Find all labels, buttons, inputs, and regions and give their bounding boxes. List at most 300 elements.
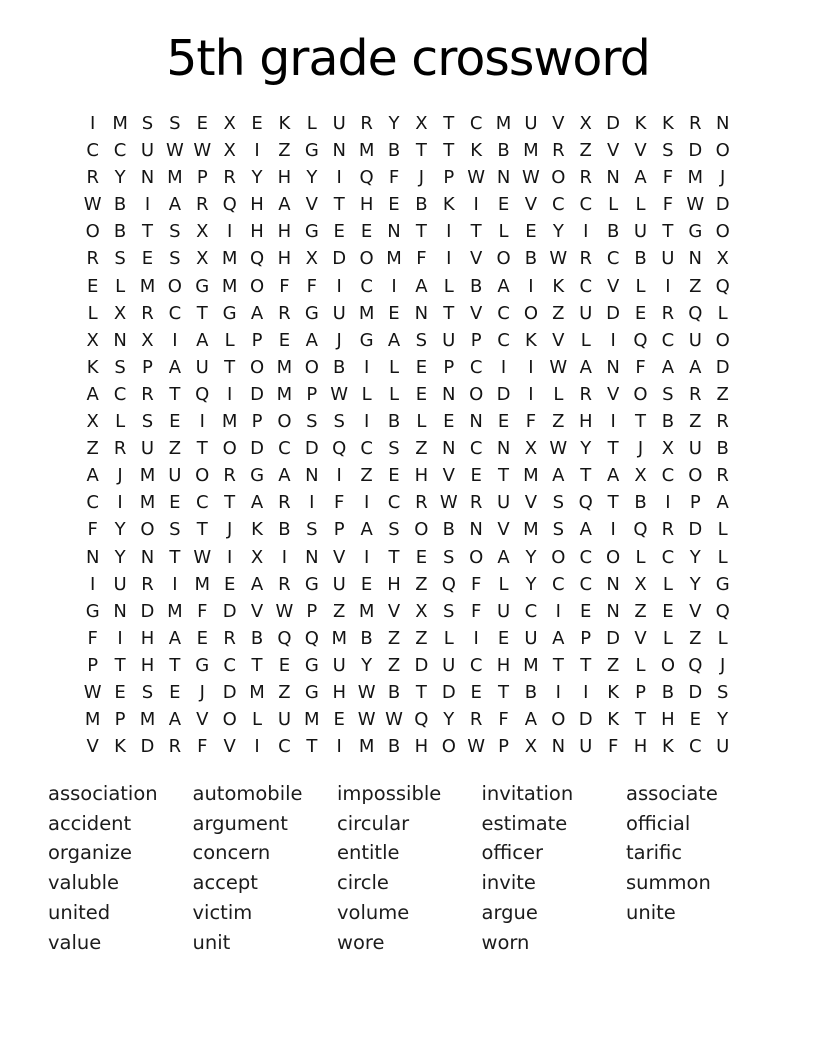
grid-letter: I	[363, 356, 370, 378]
grid-letter: U	[140, 438, 155, 460]
grid-letter: Z	[552, 411, 565, 433]
grid-letter: L	[553, 383, 564, 405]
grid-letter: X	[250, 546, 264, 568]
grid-letter: G	[304, 681, 319, 703]
grid-letter: U	[332, 573, 346, 595]
grid-letter: V	[250, 600, 264, 622]
grid-letter: K	[251, 519, 263, 541]
grid-row	[79, 733, 736, 760]
grid-letter: P	[142, 356, 153, 378]
grid-letter: U	[277, 709, 292, 731]
grid-letter: R	[552, 140, 565, 162]
grid-letter: O	[414, 519, 429, 541]
grid-letter: C	[606, 248, 620, 270]
grid-letter: I	[528, 383, 534, 405]
grid-letter: D	[496, 383, 511, 405]
grid-letter: Q	[441, 573, 456, 595]
word-bank	[48, 779, 771, 957]
grid-letter: R	[141, 383, 154, 405]
grid-letter: S	[388, 519, 400, 541]
grid-letter: E	[278, 329, 291, 351]
grid-letter: M	[194, 573, 211, 595]
grid-letter: W	[275, 600, 294, 622]
grid-letter: S	[169, 519, 181, 541]
grid-letter: C	[387, 492, 401, 514]
grid-letter: U	[168, 465, 182, 487]
grid-letter: G	[715, 573, 730, 595]
grid-letter: R	[661, 302, 675, 324]
grid-letter: Z	[415, 627, 428, 649]
grid-letter: Z	[716, 383, 729, 405]
grid-letter: W	[193, 140, 212, 162]
grid-letter: B	[497, 140, 510, 162]
grid-letter: J	[199, 681, 205, 703]
grid-letter: S	[169, 221, 181, 243]
grid-letter: A	[278, 194, 291, 216]
grid-letter: Q	[277, 627, 292, 649]
grid-letter: X	[579, 113, 592, 134]
grid-letter: I	[528, 275, 534, 297]
grid-letter: A	[716, 492, 729, 514]
grid-letter: R	[689, 113, 702, 134]
grid-letter: M	[221, 275, 238, 297]
grid-row	[79, 354, 736, 381]
grid-letter: X	[141, 329, 154, 351]
grid-letter: L	[306, 113, 317, 134]
grid-letter: Q	[195, 383, 210, 405]
grid-letter: H	[250, 221, 264, 243]
word-bank-item: accept	[192, 871, 258, 895]
grid-letter: A	[415, 275, 428, 297]
grid-letter: A	[579, 356, 592, 378]
grid-letter: F	[388, 167, 400, 189]
grid-letter: D	[332, 248, 347, 270]
grid-letter: A	[497, 546, 510, 568]
grid-letter: S	[114, 356, 126, 378]
grid-letter: X	[196, 221, 209, 243]
grid-letter: U	[113, 573, 127, 595]
grid-letter: T	[333, 194, 345, 216]
grid-letter: L	[115, 275, 126, 297]
grid-letter: E	[251, 113, 263, 134]
grid-row	[79, 462, 736, 489]
grid-letter: T	[607, 438, 619, 460]
grid-letter: R	[223, 465, 236, 487]
grid-letter: F	[662, 167, 674, 189]
grid-letter: E	[689, 709, 701, 731]
grid-letter: R	[360, 113, 373, 134]
grid-letter: J	[637, 438, 644, 460]
grid-letter: D	[688, 519, 703, 541]
grid-row	[79, 218, 736, 245]
grid-letter: V	[333, 546, 346, 568]
grid-letter: B	[634, 248, 647, 270]
grid-letter: T	[251, 654, 263, 676]
grid-letter: S	[415, 329, 428, 351]
grid-letter: V	[387, 600, 401, 622]
grid-letter: E	[580, 600, 592, 622]
grid-letter: E	[278, 654, 291, 676]
word-bank-item: valuble	[48, 871, 120, 895]
grid-letter: V	[689, 600, 702, 622]
grid-letter: V	[470, 248, 483, 270]
grid-letter: Q	[249, 248, 265, 270]
grid-letter: W	[357, 709, 376, 731]
grid-letter: L	[416, 411, 427, 433]
grid-letter: R	[141, 573, 154, 595]
word-bank-item: argue	[481, 900, 538, 924]
grid-letter: L	[388, 383, 399, 405]
grid-letter: T	[607, 492, 619, 514]
grid-letter: R	[223, 627, 236, 649]
word-bank-item: estimate	[481, 811, 568, 835]
grid-letter: I	[391, 275, 397, 297]
grid-letter: F	[470, 600, 482, 622]
grid-letter: L	[635, 654, 646, 676]
grid-letter: V	[606, 383, 620, 405]
grid-letter: D	[688, 681, 703, 703]
grid-letter: E	[415, 356, 428, 378]
grid-letter: C	[579, 275, 593, 297]
grid-letter: M	[358, 600, 375, 622]
grid-letter: U	[442, 654, 456, 676]
grid-letter: A	[168, 709, 182, 731]
grid-letter: F	[470, 573, 482, 595]
grid-letter: P	[87, 654, 99, 676]
grid-letter: I	[199, 411, 205, 433]
grid-letter: X	[524, 438, 538, 460]
grid-row	[79, 110, 736, 137]
grid-row	[79, 408, 736, 435]
grid-letter: D	[578, 709, 593, 731]
grid-letter: G	[195, 275, 210, 297]
grid-letter: F	[87, 627, 98, 649]
grid-letter: A	[552, 465, 565, 487]
grid-letter: M	[276, 383, 293, 405]
grid-letter: P	[498, 736, 509, 758]
grid-letter: Y	[114, 167, 126, 189]
grid-letter: I	[254, 736, 260, 758]
grid-letter: U	[524, 627, 538, 649]
grid-letter: R	[196, 194, 209, 216]
grid-letter: C	[113, 383, 127, 405]
grid-letter: Y	[388, 113, 400, 134]
word-bank-item: invite	[481, 871, 536, 895]
grid-letter: M	[249, 681, 265, 703]
grid-letter: T	[196, 519, 208, 541]
word-bank-column	[193, 779, 338, 957]
grid-letter: Z	[387, 627, 401, 649]
grid-letter: T	[662, 221, 674, 243]
grid-letter: M	[331, 627, 347, 649]
grid-letter: F	[334, 492, 345, 514]
grid-row	[79, 544, 736, 571]
grid-letter: B	[469, 275, 483, 297]
grid-letter: E	[388, 302, 400, 324]
grid-letter: T	[415, 221, 427, 243]
grid-letter: X	[86, 329, 99, 351]
grid-letter: B	[387, 736, 401, 758]
grid-letter: N	[496, 167, 511, 189]
grid-letter: K	[442, 194, 455, 216]
word-bank-item: unite	[626, 900, 676, 924]
grid-letter: I	[610, 329, 616, 351]
grid-letter: L	[498, 221, 509, 243]
grid-row	[79, 598, 736, 625]
grid-letter: M	[358, 736, 375, 758]
grid-letter: P	[251, 411, 263, 433]
grid-letter: Z	[278, 140, 291, 162]
grid-letter: H	[578, 411, 593, 433]
grid-letter: M	[523, 465, 539, 487]
grid-letter: A	[661, 356, 675, 378]
grid-letter: R	[86, 248, 99, 270]
grid-letter: C	[360, 438, 373, 460]
grid-letter: H	[496, 654, 511, 676]
grid-letter: O	[222, 438, 237, 460]
grid-letter: N	[305, 465, 319, 487]
grid-letter: A	[168, 627, 182, 649]
grid-letter: S	[552, 519, 565, 541]
grid-letter: R	[223, 167, 236, 189]
grid-letter: K	[525, 329, 537, 351]
grid-letter: U	[332, 654, 346, 676]
grid-letter: R	[469, 709, 483, 731]
grid-letter: V	[524, 492, 538, 514]
grid-letter: N	[551, 736, 566, 758]
grid-letter: S	[443, 546, 455, 568]
grid-letter: C	[661, 465, 675, 487]
grid-letter: Y	[689, 573, 701, 595]
word-bank-item: official	[626, 811, 691, 835]
grid-letter: V	[86, 736, 99, 758]
grid-letter: W	[549, 356, 568, 378]
grid-letter: U	[195, 356, 209, 378]
grid-letter: I	[528, 356, 534, 378]
grid-letter: C	[195, 492, 209, 514]
grid-letter: M	[358, 140, 375, 162]
grid-letter: K	[278, 113, 291, 134]
grid-letter: P	[443, 167, 455, 189]
grid-letter: Q	[578, 492, 593, 514]
grid-letter: X	[305, 248, 318, 270]
grid-letter: N	[305, 546, 319, 568]
grid-letter: X	[223, 113, 236, 134]
word-bank-item: automobile	[192, 782, 303, 805]
grid-letter: O	[715, 221, 730, 243]
grid-letter: M	[167, 167, 183, 189]
grid-letter: P	[306, 383, 318, 405]
grid-letter: N	[469, 519, 483, 541]
grid-letter: V	[497, 519, 510, 541]
grid-letter: S	[716, 681, 729, 703]
grid-letter: I	[336, 167, 342, 189]
grid-row	[79, 571, 736, 598]
grid-letter: C	[579, 573, 593, 595]
grid-letter: L	[717, 519, 728, 541]
grid-letter: R	[415, 492, 428, 514]
grid-letter: K	[607, 681, 620, 703]
grid-letter: I	[117, 627, 123, 649]
grid-letter: Q	[688, 302, 703, 324]
grid-letter: H	[359, 194, 374, 216]
grid-letter: H	[414, 465, 429, 487]
grid-letter: V	[442, 465, 455, 487]
grid-letter: I	[610, 411, 616, 433]
grid-letter: P	[443, 356, 455, 378]
grid-letter: O	[85, 221, 100, 243]
grid-letter: I	[446, 221, 452, 243]
grid-letter: Z	[634, 600, 647, 622]
word-bank-item: associate	[626, 782, 718, 805]
grid-letter: M	[386, 248, 402, 270]
grid-letter: N	[688, 248, 703, 270]
grid-letter: T	[388, 546, 400, 568]
grid-letter: H	[332, 681, 346, 703]
grid-letter: D	[715, 194, 730, 216]
grid-letter: G	[250, 465, 265, 487]
grid-letter: J	[720, 167, 726, 189]
grid-letter: L	[361, 383, 372, 405]
grid-letter: C	[86, 492, 99, 514]
grid-letter: T	[580, 654, 592, 676]
grid-letter: I	[172, 329, 178, 351]
grid-letter: T	[635, 709, 646, 731]
grid-letter: Y	[525, 573, 537, 595]
grid-letter: O	[551, 167, 566, 189]
grid-letter: Y	[306, 167, 318, 189]
grid-letter: Z	[689, 275, 702, 297]
grid-letter: Z	[168, 438, 182, 460]
grid-letter: Z	[278, 681, 291, 703]
grid-letter: L	[662, 627, 673, 649]
grid-letter: N	[414, 302, 429, 324]
grid-row	[79, 625, 736, 652]
grid-letter: T	[169, 383, 181, 405]
grid-letter: G	[304, 654, 319, 676]
grid-letter: R	[113, 438, 127, 460]
grid-letter: I	[555, 600, 561, 622]
grid-letter: L	[443, 627, 454, 649]
grid-letter: I	[226, 546, 233, 568]
grid-letter: T	[443, 302, 455, 324]
grid-letter: E	[196, 627, 208, 649]
grid-letter: R	[278, 573, 291, 595]
grid-letter: T	[141, 221, 153, 243]
grid-letter: R	[661, 519, 675, 541]
grid-letter: T	[470, 221, 482, 243]
grid-letter: Z	[552, 302, 565, 324]
grid-letter: E	[415, 546, 428, 568]
word-bank-column	[626, 779, 771, 957]
grid-letter: A	[552, 627, 565, 649]
grid-letter: I	[172, 573, 178, 595]
grid-letter: I	[336, 465, 342, 487]
grid-letter: M	[495, 113, 512, 134]
grid-letter: T	[443, 113, 455, 134]
grid-letter: I	[254, 140, 260, 162]
grid-letter: O	[195, 465, 210, 487]
grid-row	[79, 381, 736, 408]
grid-letter: N	[85, 546, 100, 568]
grid-letter: D	[606, 113, 621, 134]
grid-letter: S	[114, 248, 126, 270]
grid-letter: L	[87, 302, 98, 324]
word-search-grid	[79, 110, 736, 760]
grid-letter: Z	[689, 411, 702, 433]
grid-letter: W	[83, 194, 102, 216]
grid-letter: W	[385, 709, 403, 731]
grid-letter: O	[469, 546, 484, 568]
grid-letter: U	[579, 302, 593, 324]
grid-letter: R	[716, 411, 729, 433]
grid-letter: V	[634, 627, 647, 649]
grid-letter: C	[360, 275, 373, 297]
grid-letter: A	[579, 519, 592, 541]
grid-letter: Y	[552, 221, 564, 243]
grid-letter: I	[90, 573, 96, 595]
grid-letter: T	[415, 140, 427, 162]
grid-letter: J	[418, 167, 425, 189]
grid-letter: R	[689, 383, 702, 405]
grid-letter: B	[113, 221, 127, 243]
grid-letter: G	[195, 654, 210, 676]
word-bank-item: victim	[192, 900, 253, 924]
grid-letter: X	[223, 140, 236, 162]
grid-letter: K	[470, 140, 483, 162]
grid-letter: I	[473, 194, 479, 216]
grid-letter: F	[662, 194, 674, 216]
grid-letter: B	[634, 492, 647, 514]
grid-letter: B	[113, 194, 127, 216]
grid-letter: W	[439, 492, 458, 514]
grid-letter: B	[661, 681, 675, 703]
grid-letter: I	[363, 492, 370, 514]
grid-letter: O	[249, 275, 265, 297]
grid-letter: W	[83, 681, 102, 703]
grid-letter: A	[360, 519, 373, 541]
grid-letter: T	[498, 465, 510, 487]
grid-letter: N	[606, 356, 620, 378]
grid-letter: O	[688, 465, 703, 487]
grid-letter: P	[114, 709, 126, 731]
grid-letter: M	[523, 654, 539, 676]
grid-letter: W	[357, 681, 376, 703]
grid-letter: C	[86, 140, 99, 162]
grid-letter: Z	[579, 140, 592, 162]
grid-letter: G	[304, 302, 319, 324]
grid-letter: Q	[414, 709, 429, 731]
grid-letter: U	[496, 600, 511, 622]
grid-letter: I	[117, 492, 123, 514]
grid-letter: K	[661, 113, 674, 134]
grid-letter: C	[168, 302, 182, 324]
grid-letter: I	[336, 736, 342, 758]
grid-letter: E	[662, 600, 674, 622]
word-bank-item: volume	[337, 900, 410, 924]
grid-letter: M	[221, 248, 238, 270]
grid-letter: O	[304, 356, 319, 378]
grid-letter: K	[634, 113, 647, 134]
grid-letter: U	[442, 329, 456, 351]
grid-row	[79, 273, 736, 300]
grid-letter: E	[497, 627, 510, 649]
grid-letter: V	[634, 140, 647, 162]
grid-letter: L	[608, 194, 619, 216]
grid-letter: F	[197, 600, 208, 622]
grid-letter: T	[114, 654, 126, 676]
grid-letter: L	[635, 275, 646, 297]
